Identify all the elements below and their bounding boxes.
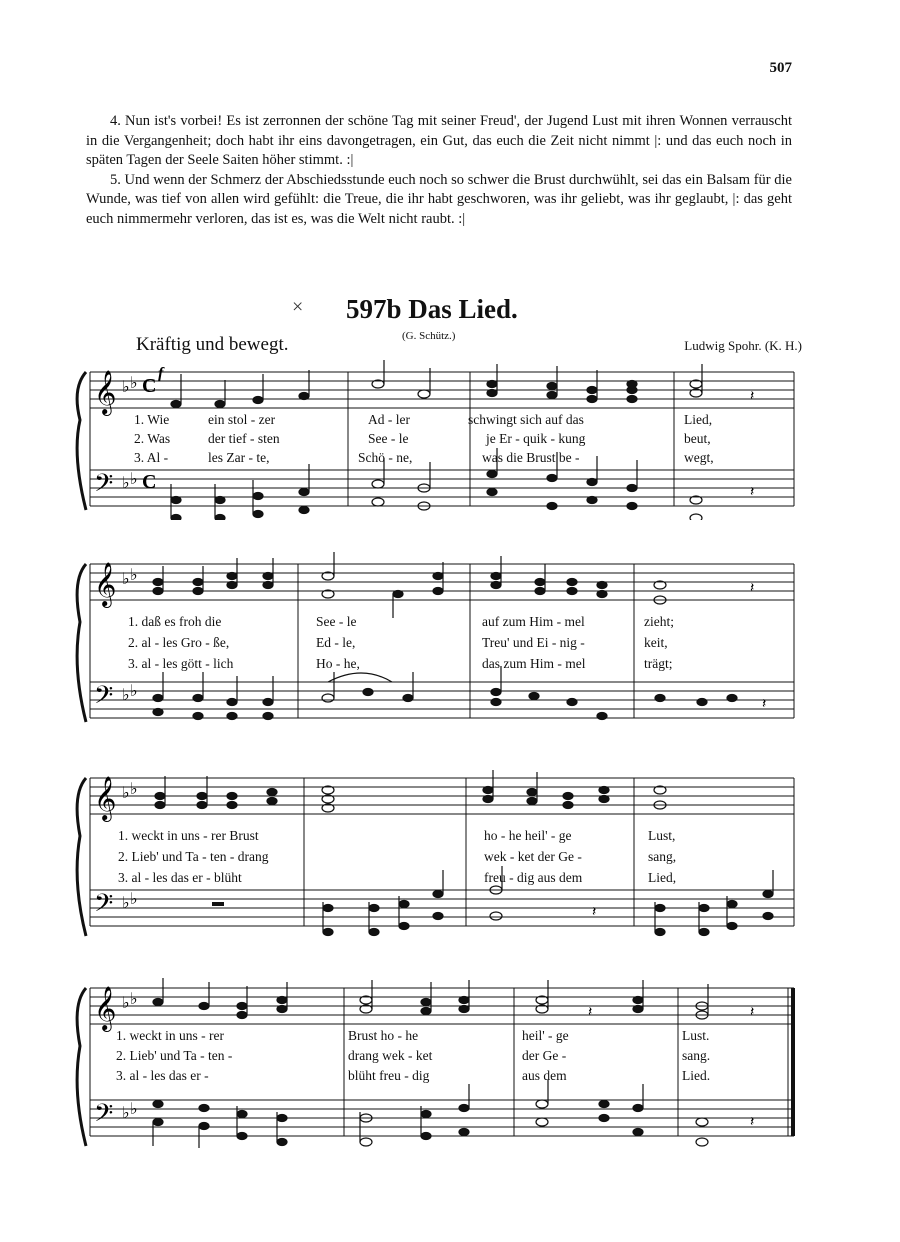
lyric: beut, xyxy=(684,431,711,446)
lyric: Lied. xyxy=(682,1068,711,1083)
svg-text:C: C xyxy=(142,471,157,493)
lyric: 3. al - les das er - xyxy=(116,1068,209,1083)
music-system-3 xyxy=(72,766,800,946)
lyric: Lied, xyxy=(648,870,677,885)
svg-text:𝄽: 𝄽 xyxy=(750,485,755,500)
lyric: See - le xyxy=(316,614,357,629)
svg-text:𝄽: 𝄽 xyxy=(762,697,767,712)
lyric: was die Brust be - xyxy=(482,450,580,465)
lyric: 2. Lieb' und Ta - ten - drang xyxy=(118,849,269,864)
lyric: trägt; xyxy=(644,656,673,671)
svg-text:♭: ♭ xyxy=(122,379,130,396)
svg-text:♭: ♭ xyxy=(122,895,130,912)
verses-block xyxy=(86,112,792,229)
lyric: freu - dig aus dem xyxy=(484,870,583,885)
svg-text:𝄢: 𝄢 xyxy=(94,1099,114,1134)
lyric: heil' - ge xyxy=(522,1028,569,1043)
lyric: Lied, xyxy=(684,412,713,427)
lyric: 2. al - les Gro - ße, xyxy=(128,635,230,650)
lyric: Ho - he, xyxy=(316,656,360,671)
svg-text:𝄽: 𝄽 xyxy=(750,581,755,596)
lyric: je Er - quik - kung xyxy=(486,431,586,446)
lyric: 1. daß es froh die xyxy=(128,614,222,629)
lyric: 3. al - les das er - blüht xyxy=(118,870,242,885)
lyric: der tief - sten xyxy=(208,431,280,446)
svg-text:𝄞: 𝄞 xyxy=(94,776,117,820)
lyric: See - le xyxy=(368,431,409,446)
lyric: les Zar - te, xyxy=(208,450,270,465)
svg-text:♭: ♭ xyxy=(130,1101,138,1118)
lyric: 3. al - les gött - lich xyxy=(128,656,234,671)
music-system-2 xyxy=(72,552,800,732)
lyric: Ed - le, xyxy=(316,635,356,650)
svg-text:♭: ♭ xyxy=(122,687,130,704)
svg-text:𝄞: 𝄞 xyxy=(94,986,117,1030)
verse-5: 5. Und wenn der Schmerz der Abschiedsstunde euch noch so schwer die Brust durchwühlt, sei das ein Balsam für die Wunde, was tief von allen wird gefühlt: die Treue, die ihr habt geschworen, was ihr geliebt, was ihr geglaubt, |: das geht euch nimmermehr verloren, das ist es, was die Welt nicht raubt. :| xyxy=(86,171,792,227)
lyric: keit, xyxy=(644,635,668,650)
lyric: wek - ket der Ge - xyxy=(484,849,582,864)
svg-text:𝄞: 𝄞 xyxy=(94,562,117,606)
lyric: 1. weckt in uns - rer xyxy=(116,1028,224,1043)
lyric: 2. Was xyxy=(134,431,171,446)
lyric: Lust, xyxy=(648,828,676,843)
arranger: (G. Schütz.) xyxy=(402,330,456,342)
lyric: Lust. xyxy=(682,1028,710,1043)
svg-text:f: f xyxy=(158,365,164,382)
music-system-4 xyxy=(72,976,800,1156)
lyric: Treu' und Ei - nig - xyxy=(482,635,585,650)
svg-text:C: C xyxy=(142,375,157,397)
lyric: sang. xyxy=(682,1048,711,1063)
svg-text:𝄢: 𝄢 xyxy=(94,889,114,924)
lyric: Brust ho - he xyxy=(348,1028,419,1043)
svg-text:♭: ♭ xyxy=(130,683,138,700)
lyric: Schö - ne, xyxy=(358,450,413,465)
svg-text:♭: ♭ xyxy=(122,475,130,492)
song-title: 597b Das Lied. xyxy=(346,294,518,324)
svg-text:𝄽: 𝄽 xyxy=(588,1005,593,1020)
lyric: der Ge - xyxy=(522,1048,567,1063)
svg-text:𝄽: 𝄽 xyxy=(750,1115,755,1130)
lyric: 3. Al - xyxy=(134,450,169,465)
cross-mark: × xyxy=(292,296,304,318)
svg-text:♭: ♭ xyxy=(130,781,138,798)
svg-text:𝄽: 𝄽 xyxy=(750,389,755,404)
lyric: 1. weckt in uns - rer Brust xyxy=(118,828,259,843)
lyric: schwingt sich auf das xyxy=(468,412,584,427)
tempo-marking: Kräftig und bewegt. xyxy=(136,334,289,355)
svg-text:𝄢: 𝄢 xyxy=(94,469,114,504)
svg-text:♭: ♭ xyxy=(122,785,130,802)
svg-text:𝄽: 𝄽 xyxy=(592,905,597,920)
lyric: wegt, xyxy=(684,450,714,465)
lyric: ho - he heil' - ge xyxy=(484,828,572,843)
lyric: zieht; xyxy=(644,614,674,629)
svg-text:♭: ♭ xyxy=(122,571,130,588)
lyric: sang, xyxy=(648,849,677,864)
svg-text:♭: ♭ xyxy=(122,1105,130,1122)
svg-text:♭: ♭ xyxy=(130,567,138,584)
verse-4: 4. Nun ist's vorbei! Es ist zerronnen der schöne Tag mit seiner Freud', der Jugend Lust mit ihren Wonnen verrauscht in die Vergangenheit; doch habt ihr eins davongetragen, ein Gut, das euch die Zeit nicht nimmt |: und das euch noch in späten Tagen der Seele Saiten höher stimmt. :| xyxy=(86,113,792,168)
composer: Ludwig Spohr. (K. H.) xyxy=(684,338,802,353)
svg-text:𝄢: 𝄢 xyxy=(94,681,114,716)
svg-text:♭: ♭ xyxy=(130,991,138,1008)
music-system-1 xyxy=(72,360,800,520)
lyric: das zum Him - mel xyxy=(482,656,586,671)
lyric: ein stol - zer xyxy=(208,412,276,427)
svg-text:𝄞: 𝄞 xyxy=(94,370,117,414)
svg-text:♭: ♭ xyxy=(130,375,138,392)
svg-text:♭: ♭ xyxy=(130,471,138,488)
lyric: 1. Wie xyxy=(134,412,170,427)
lyric: drang wek - ket xyxy=(348,1048,433,1063)
lyric: auf zum Him - mel xyxy=(482,614,585,629)
svg-text:♭: ♭ xyxy=(130,891,138,908)
svg-text:♭: ♭ xyxy=(122,995,130,1012)
page-number: 507 xyxy=(769,60,792,76)
lyric: blüht freu - dig xyxy=(348,1068,430,1083)
lyric: aus dem xyxy=(522,1068,567,1083)
lyric: 2. Lieb' und Ta - ten - xyxy=(116,1048,233,1063)
svg-text:𝄽: 𝄽 xyxy=(750,1005,755,1020)
grand-staff-4 xyxy=(72,976,800,1156)
lyric: Ad - ler xyxy=(368,412,410,427)
